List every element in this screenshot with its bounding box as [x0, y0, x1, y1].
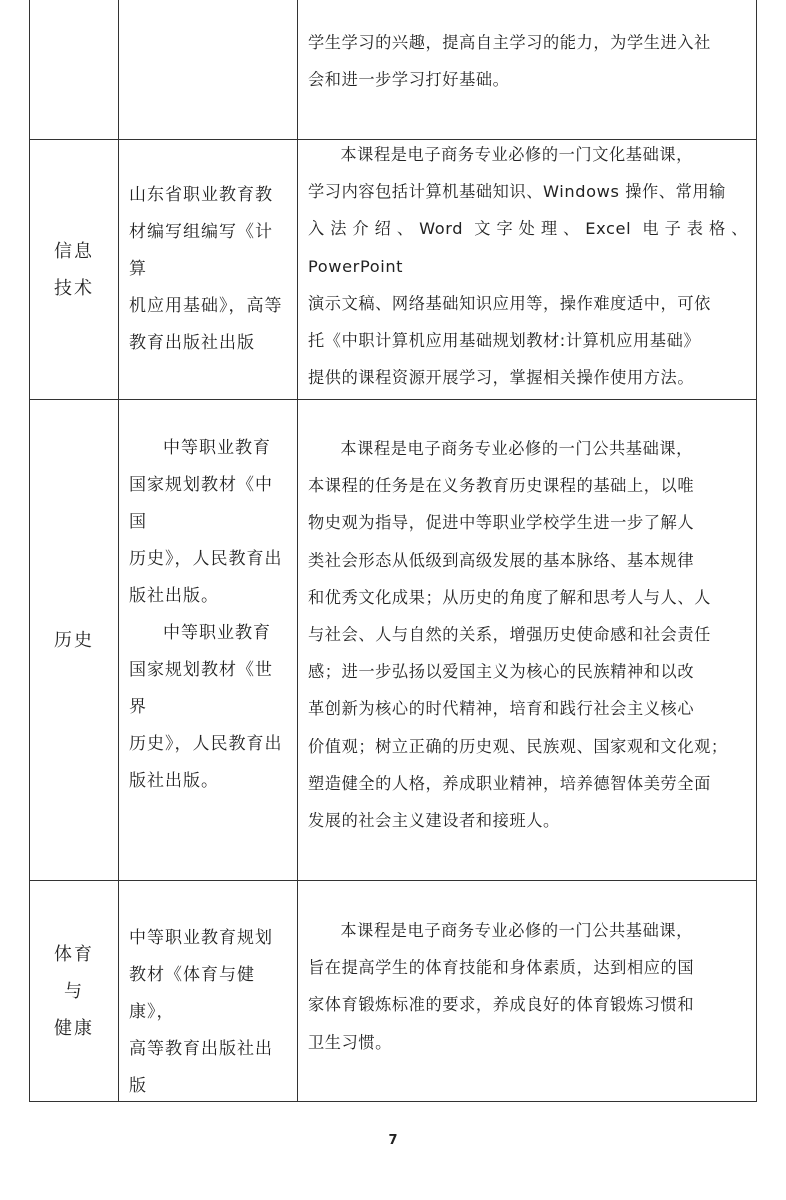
- description-line: 价值观；树立正确的历史观、民族观、国家观和文化观；: [308, 736, 728, 756]
- description-line: 本课程是电子商务专业必修的一门公共基础课，: [340, 439, 693, 458]
- material-line: 历史》，人民教育出: [129, 734, 283, 754]
- material-line: 山东省职业教育教: [129, 185, 273, 205]
- material-line: 中等职业教育: [163, 438, 271, 458]
- description-line: 会和进一步学习打好基础。: [308, 70, 510, 90]
- subject-cell-history: [30, 400, 118, 880]
- description-line: 本课程是电子商务专业必修的一门文化基础课，: [340, 145, 693, 164]
- material-line: 版社出版。: [129, 771, 219, 791]
- page-number: 7: [388, 1133, 398, 1148]
- material-line: 材编写组编写《计算: [129, 222, 273, 279]
- table-row: [298, 24, 756, 98]
- description-line: 与社会、人与自然的关系，增强历史使命感和社会责任: [308, 625, 711, 645]
- table-border-right: [756, 0, 757, 1102]
- description-line: 学生学习的兴趣，提高自主学习的能力，为学生进入社: [308, 33, 711, 52]
- material-cell-history: [119, 430, 297, 800]
- course-table: [29, 0, 757, 1102]
- description-cell-history: [298, 430, 756, 839]
- material-line: 版社出版。: [129, 586, 219, 606]
- subject-cell-pe-health: [30, 881, 118, 1101]
- description-line: 提供的课程资源开展学习，掌握相关操作使用方法。: [308, 368, 695, 388]
- material-line: 中等职业教育规划: [129, 928, 273, 948]
- subject-label: 健康: [54, 1017, 94, 1039]
- description-line: 感；进一步弘扬以爱国主义为核心的民族精神和以改: [308, 662, 695, 682]
- description-line: 和优秀文化成果；从历史的角度了解和思考人与人、人: [308, 587, 711, 607]
- description-line: 演示文稿、网络基础知识应用等，操作难度适中，可依: [308, 293, 711, 313]
- subject-label: 与: [64, 980, 84, 1002]
- subject-label: 信息: [54, 240, 94, 262]
- material-line: 教育出版社出版: [129, 333, 255, 353]
- subject-label: 技术: [54, 277, 94, 299]
- material-line: 中等职业教育: [163, 623, 271, 643]
- material-line: 机应用基础》，高等: [129, 296, 283, 316]
- description-line: 发展的社会主义建设者和接班人。: [308, 811, 560, 831]
- description-line: 家体育锻炼标准的要求，养成良好的体育锻炼习惯和: [308, 995, 695, 1015]
- material-cell-pe-health: [119, 920, 297, 1105]
- material-line: 国家规划教材《中国: [129, 475, 273, 532]
- description-line: 类社会形态从低级到高级发展的基本脉络、基本规律: [308, 550, 695, 570]
- description-line: 学习内容包括计算机基础知识、Windows 操作、常用输: [308, 182, 726, 202]
- description-line: 本课程的任务是在义务教育历史课程的基础上，以唯: [308, 476, 695, 496]
- material-line: 高等教育出版社出: [129, 1039, 273, 1059]
- material-line: 教材《体育与健康》，: [129, 965, 255, 1022]
- subject-label: 历史: [54, 629, 94, 651]
- description-line: 革创新为核心的时代精神，培育和践行社会主义核心: [308, 699, 695, 719]
- subject-label: 体育: [54, 943, 94, 965]
- row-divider-3: [29, 880, 757, 881]
- description-line: 旨在提高学生的体育技能和身体素质，达到相应的国: [308, 958, 695, 978]
- description-cell-info-tech: [298, 136, 756, 396]
- description-line: 本课程是电子商务专业必修的一门公共基础课，: [340, 921, 693, 940]
- material-line: 国家规划教材《世界: [129, 660, 273, 717]
- row-divider-2: [29, 399, 757, 400]
- description-cell-pe-health: [298, 912, 756, 1061]
- material-cell-info-tech: [119, 140, 297, 399]
- description-line: 物史观为指导，促进中等职业学校学生进一步了解人: [308, 513, 695, 533]
- material-line: 历史》，人民教育出: [129, 549, 283, 569]
- description-line: 入法介绍、Word 文字处理、Excel 电子表格、PowerPoint: [308, 219, 748, 276]
- description-line: 卫生习惯。: [308, 1032, 392, 1052]
- material-line: 版: [129, 1076, 147, 1096]
- description-line: 托《中职计算机应用基础规划教材:计算机应用基础》: [308, 331, 701, 351]
- description-line: 塑造健全的人格，养成职业精神，培养德智体美劳全面: [308, 773, 711, 793]
- subject-cell-info-tech: [30, 140, 118, 399]
